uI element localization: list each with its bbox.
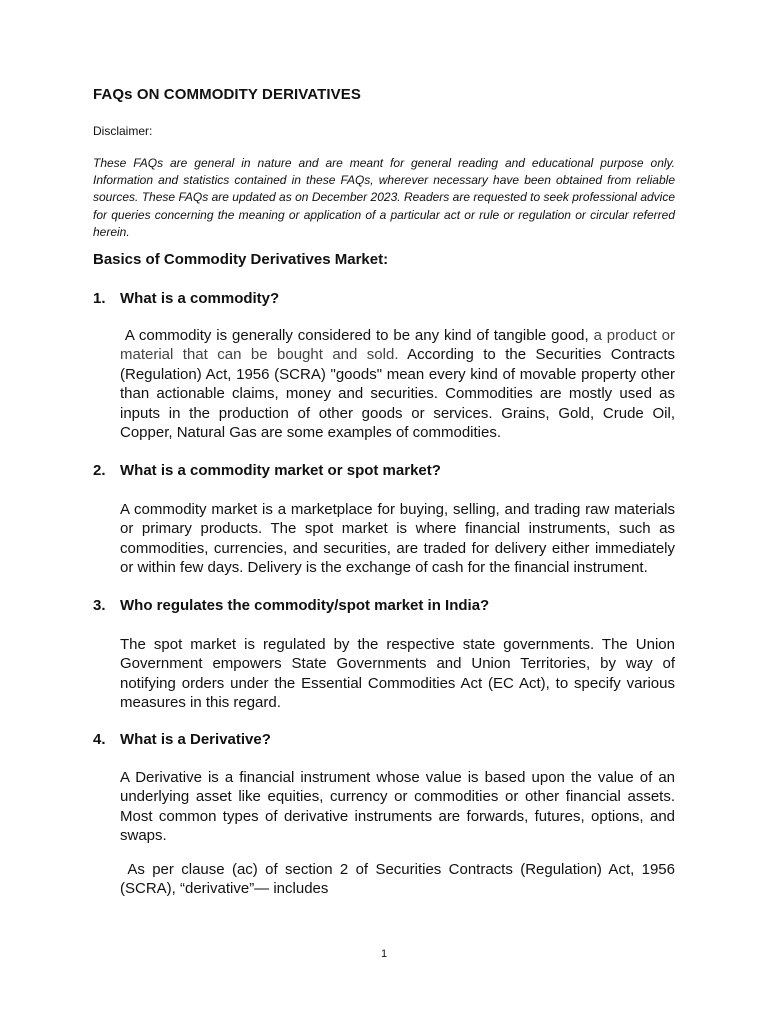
faq-question-1 [93,290,279,307]
faq-answer-1-highlight: a product or material that can be bought and sold. [120,327,676,364]
faq-number-2: 2. [93,462,106,479]
faq-question-text-4: What is a Derivative? [120,731,271,748]
faq-question-3 [93,597,489,614]
disclaimer-label: Disclaimer: [93,124,153,138]
faq-question-text-1: What is a commodity? [120,290,280,307]
faq-answer-4-extra: As per clause (ac) of section 2 of Securities Contracts (Regulation) Act, 1956 (SCRA), “derivative”— includes [120,861,680,898]
faq-question-text-2: What is a commodity market or spot market? [120,462,441,479]
faq-answer-3: The spot market is regulated by the respective state governments. The Union Government empowers State Governments and Union Territories, by way of notifying orders under the Essential Commodities Act (EC Act), to specify various measures in this regard. [120,636,675,712]
section-heading: Basics of Commodity Derivatives Market: [93,251,389,268]
faq-answer-1-part1: A commodity is generally considered to be any kind of tangible good, [120,327,594,344]
faq-number-3: 3. [93,597,106,614]
faq-answer-4: A Derivative is a financial instrument whose value is based upon the value of an underlying asset like equities, currency or commodities or other financial assets. Most common types of derivative instruments are forwards, futures, options, and swaps. [120,769,675,845]
faq-question-4 [93,731,271,748]
document-title: FAQs ON COMMODITY DERIVATIVES [93,86,361,103]
faq-number-4: 4. [93,731,106,748]
faq-question-text-3: Who regulates the commodity/spot market in India? [120,597,490,614]
faq-answer-1 [120,326,680,442]
faq-answer-1-part2: According to the Securities Contracts (Regulation) Act, 1956 (SCRA) "goods" mean every kind of movable property other than actionable claims, money and securities. Commodities are mostly used as inputs in the production of other goods or services. Grains, Gold, Crude Oil, Copper, Natural Gas are some examples of commodities. [120,346,680,442]
faq-answer-2: A commodity market is a marketplace for buying, selling, and trading raw materials or primary products. The spot market is where financial instruments, such as commodities, currencies, and securities, are traded for delivery either immediately or within few days. Delivery is the exchange of cash for the financial instrument. [120,501,675,577]
faq-number-1: 1. [93,290,106,307]
disclaimer-text: These FAQs are general in nature and are meant for general reading and educational purpose only. Information and statistics contained in these FAQs, wherever necessary have been obtained from reliable sources. These FAQs are updated as on December 2023. Readers are requested to seek professional advice for queries concerning the meaning or application of a particular act or rule or regulation or circular referred herein. [93,156,675,239]
page-number: 1 [380,948,388,960]
faq-question-2 [93,462,441,479]
